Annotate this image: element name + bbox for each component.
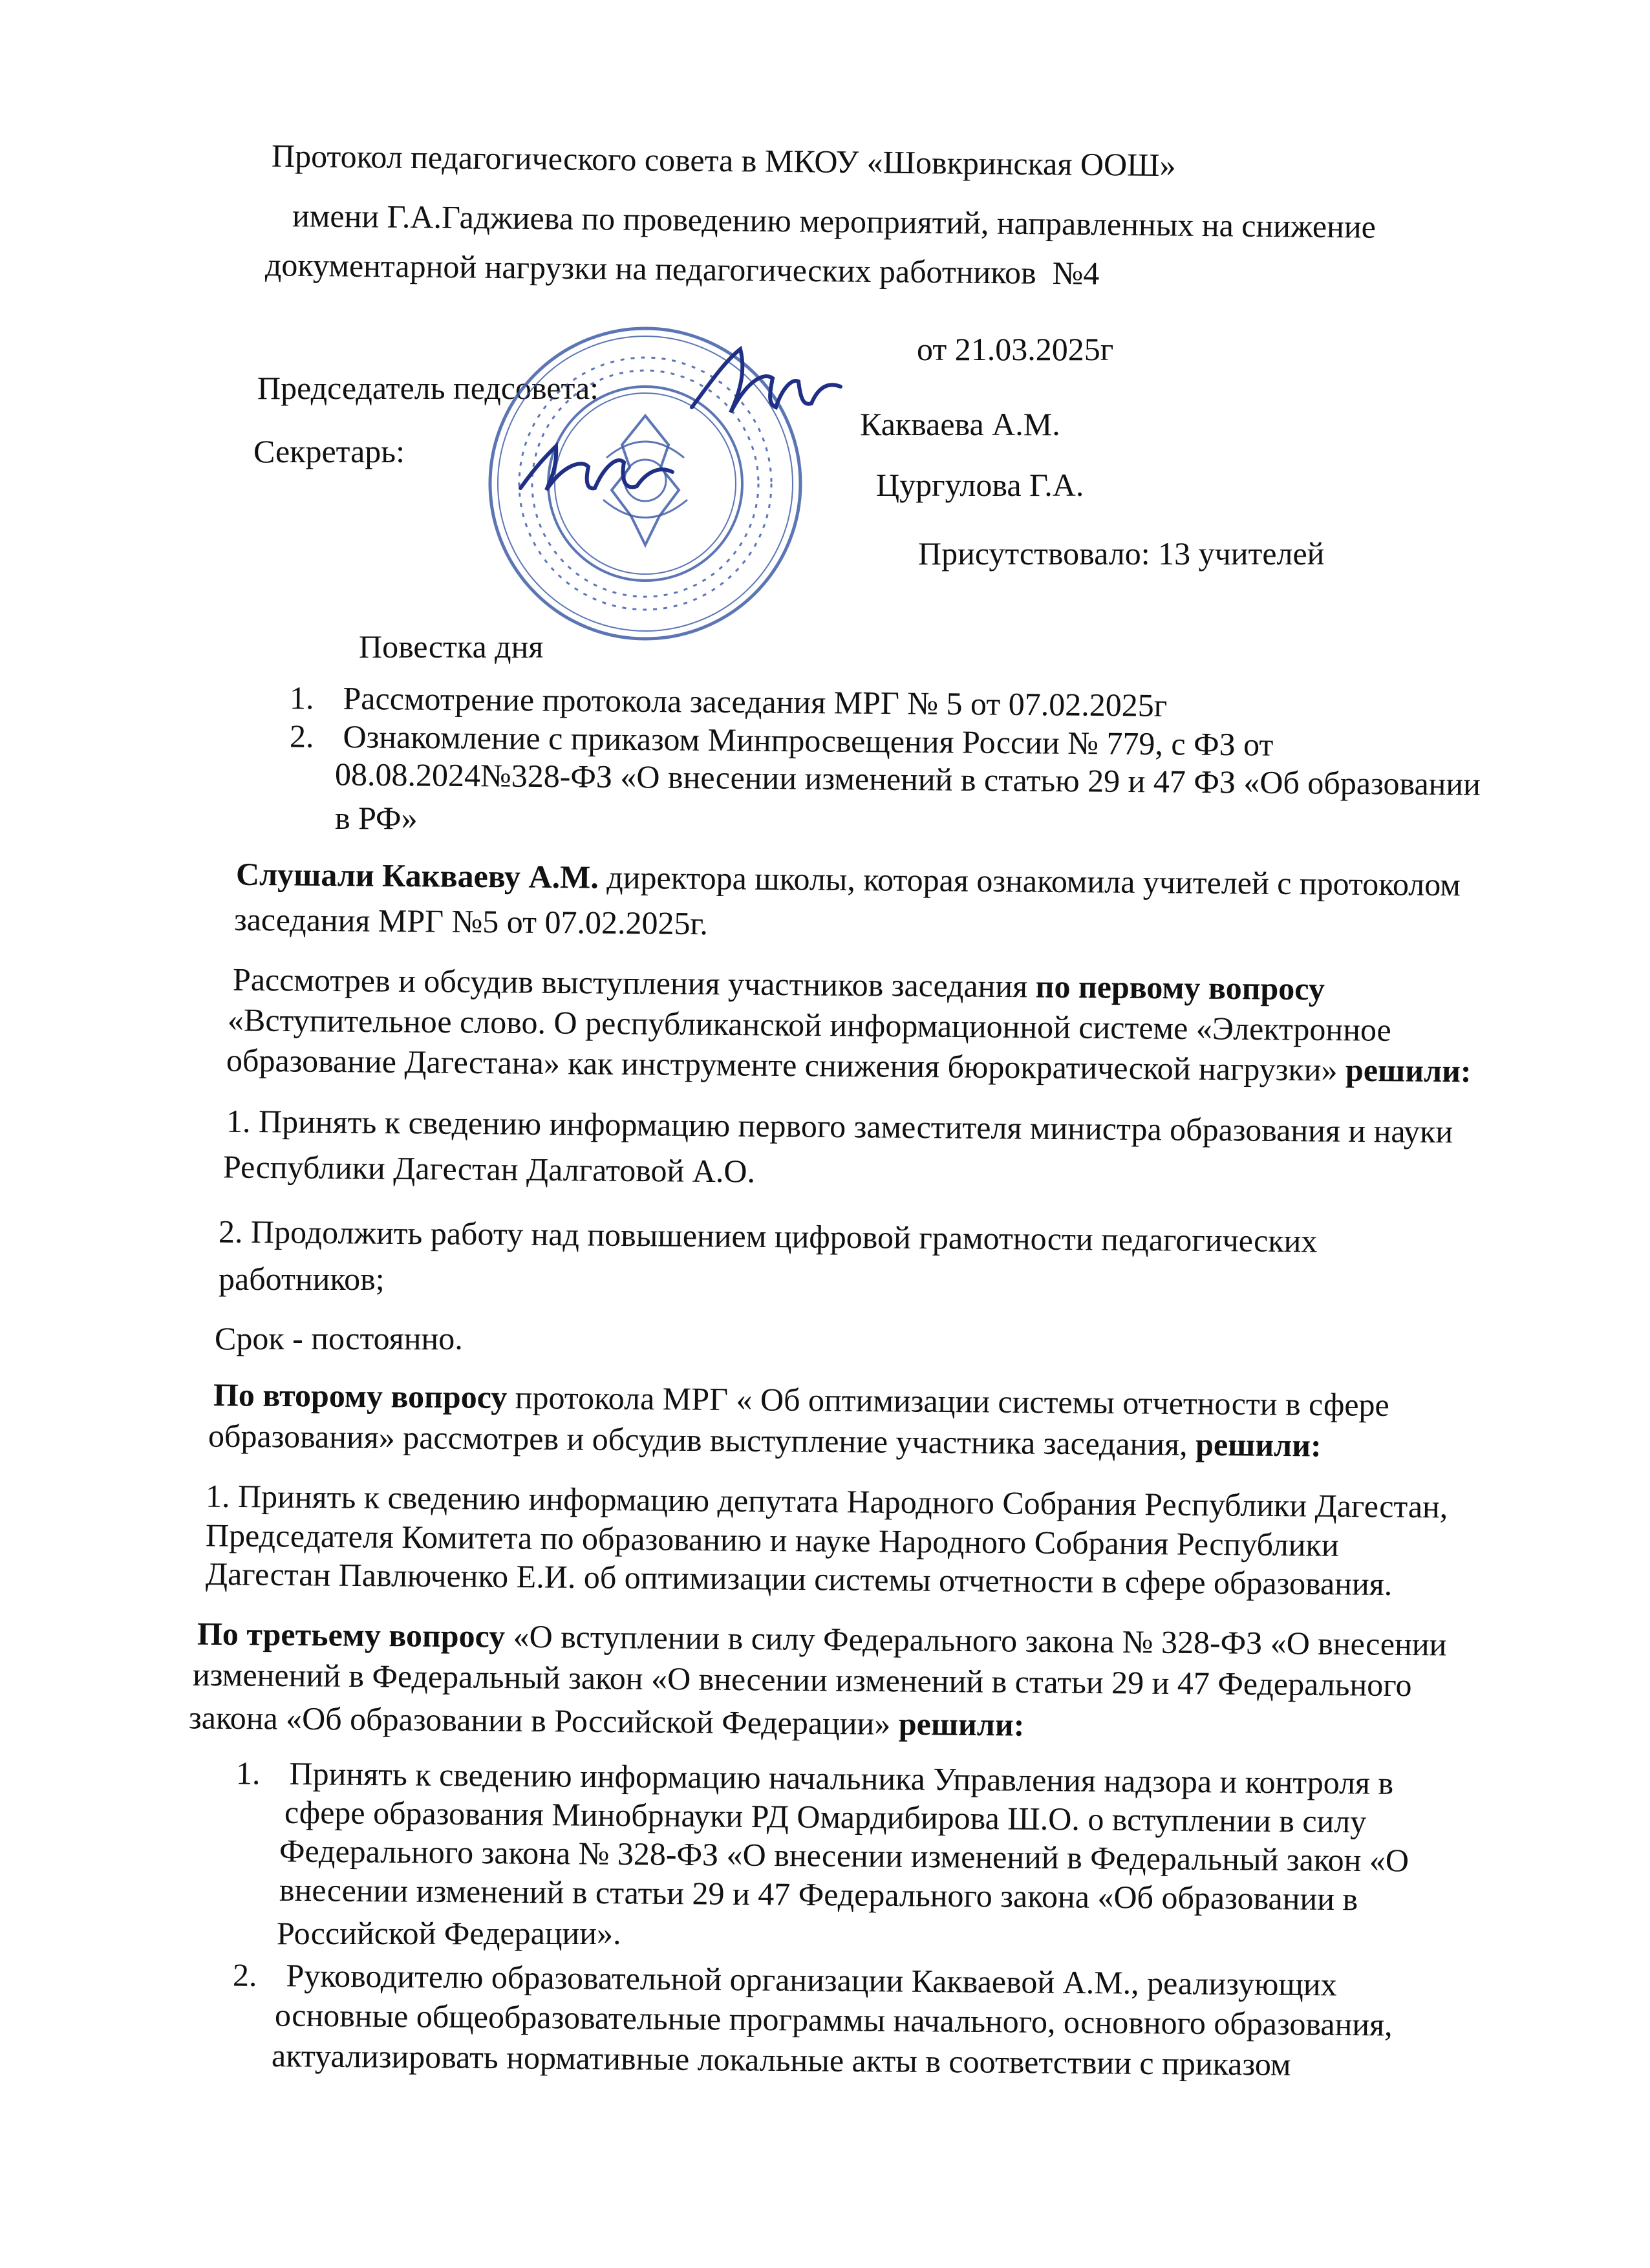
q3-decision-1-line-4: внесении изменений в статьи 29 и 47 Федерального закона «Об образовании в	[279, 1871, 1358, 1918]
q3-decision-1-line-3: Федерального закона № 328-ФЗ «О внесении изменений в Федеральный закон «О	[279, 1832, 1409, 1879]
chair-name: Какваева А.М.	[860, 406, 1060, 442]
q3-decision-2-line-3: актуализировать нормативные локальные акты в соответствии с приказом	[271, 2037, 1291, 2082]
q3-heading: По третьему вопросу	[197, 1615, 506, 1654]
q3-intro-text-3: закона «Об образовании в Российской Федерации»	[188, 1699, 899, 1742]
agenda-item-2-line-3: в РФ»	[335, 800, 418, 836]
secretary-name: Цургулова Г.А.	[876, 467, 1084, 503]
chair-signature	[685, 336, 847, 433]
q1-deadline: Срок - постоянно.	[215, 1320, 463, 1356]
q1-intro-line-1	[233, 960, 1325, 1009]
q1-decided-label: решили:	[1345, 1051, 1472, 1089]
chair-label: Председатель педсовета:	[257, 370, 599, 406]
q3-decision-1-line-5: Российской Федерации».	[277, 1915, 621, 1951]
agenda-heading: Повестка дня	[359, 628, 544, 665]
q3-decision-1-text-1: Принять к сведению информацию начальника Управления надзора и контроля в	[289, 1755, 1394, 1801]
q3-intro-text: «О вступлении в силу Федерального закона № 328-ФЗ «О внесении	[504, 1618, 1447, 1663]
q3-decision-1-number: 1.	[235, 1755, 261, 1792]
secretary-signature	[511, 427, 679, 504]
q2-heading: По второму вопросу	[213, 1376, 508, 1416]
q3-intro-line-2: изменений в Федеральный закон «О внесении изменений в статьи 29 и 47 Федерального	[192, 1656, 1412, 1704]
document-subtitle-line-1: имени Г.А.Гаджиева по проведению мероприятий, направленных на снижение	[292, 197, 1377, 245]
q2-intro-text-2: образования» рассмотрев и обсудив выступление участника заседания,	[208, 1417, 1196, 1462]
q1-intro-line-2: «Вступительное слово. О республиканской информационной системе «Электронное	[227, 1001, 1392, 1048]
document-subtitle-text: документарной нагрузки на педагогических работников	[264, 246, 1036, 291]
q3-decided-label: решили:	[898, 1705, 1025, 1743]
agenda-item-1-text: Рассмотрение протокола заседания МРГ № 5 от 07.02.2025г	[343, 679, 1168, 723]
q1-intro-text-3: образование Дагестана» как инструменте снижения бюрократической нагрузки»	[226, 1042, 1346, 1088]
q3-intro-line-3	[189, 1698, 1025, 1744]
q3-decision-2-line-2: основные общеобразовательные программы начального, основного образования,	[274, 1996, 1393, 2043]
agenda-item-1-number: 1.	[289, 679, 314, 716]
q2-intro-line-2	[208, 1416, 1322, 1464]
agenda-item-2-line-2: 08.08.2024№328-ФЗ «О внесении изменений в статью 29 и 47 ФЗ «Об образовании	[334, 756, 1481, 802]
q1-heading: по первому вопросу	[1035, 968, 1325, 1007]
secretary-label: Секретарь:	[253, 433, 405, 469]
protocol-number: №4	[1052, 254, 1100, 292]
heard-line-2: заседания МРГ №5 от 07.02.2025г.	[233, 901, 709, 942]
protocol-date: от 21.03.2025г	[917, 331, 1114, 367]
q2-decision-1-line-3: Дагестан Павлюченко Е.И. об оптимизации системы отчетности в сфере образования.	[205, 1555, 1393, 1603]
q1-decision-2-line-2: работников;	[219, 1261, 385, 1297]
q1-intro-text: Рассмотрев и обсудив выступления участников заседания	[232, 961, 1036, 1005]
q2-decided-label: решили:	[1195, 1426, 1322, 1464]
agenda-item-2-number: 2.	[289, 718, 314, 754]
q1-decision-2-line-1: 2. Продолжить работу над повышением цифровой грамотности педагогических	[218, 1213, 1318, 1259]
q3-decision-2-text-1: Руководителю образовательной организации Какваевой А.М., реализующих	[286, 1957, 1337, 2003]
document-title: Протокол педагогического совета в МКОУ «Шовкринская ООШ»	[271, 137, 1176, 184]
document-subtitle-line-2	[265, 245, 1100, 293]
q2-intro-text: протокола МРГ « Об оптимизации системы отчетности в сфере	[507, 1379, 1390, 1423]
present-count: Присутствовало: 13 учителей	[918, 535, 1325, 572]
heard-text-1: директора школы, которая ознакомила учителей с протоколом	[598, 859, 1461, 903]
q2-decision-1-line-1: 1. Принять к сведению информацию депутата Народного Собрания Республики Дагестан,	[205, 1477, 1448, 1525]
q1-decision-1-line-1: 1. Принять к сведению информацию первого заместителя министра образования и науки	[226, 1102, 1453, 1150]
heard-speaker: Слушали Какваеву А.М.	[235, 855, 599, 895]
q3-decision-2-number: 2.	[232, 1956, 257, 1993]
q2-decision-1-line-2: Председателя Комитета по образованию и науке Народного Собрания Республики	[205, 1517, 1339, 1563]
agenda-item-2-line-1: Ознакомление с приказом Минпросвещения России № 779, с ФЗ от	[343, 718, 1274, 763]
q2-intro-line-1	[213, 1375, 1389, 1424]
q1-decision-1-line-2: Республики Дагестан Далгатовой А.О.	[222, 1148, 756, 1190]
q3-decision-1-line-2: сфере образования Минобрнауки РД Омардибирова Ш.О. о вступлении в силу	[284, 1793, 1367, 1840]
heard-line-1	[236, 855, 1461, 904]
